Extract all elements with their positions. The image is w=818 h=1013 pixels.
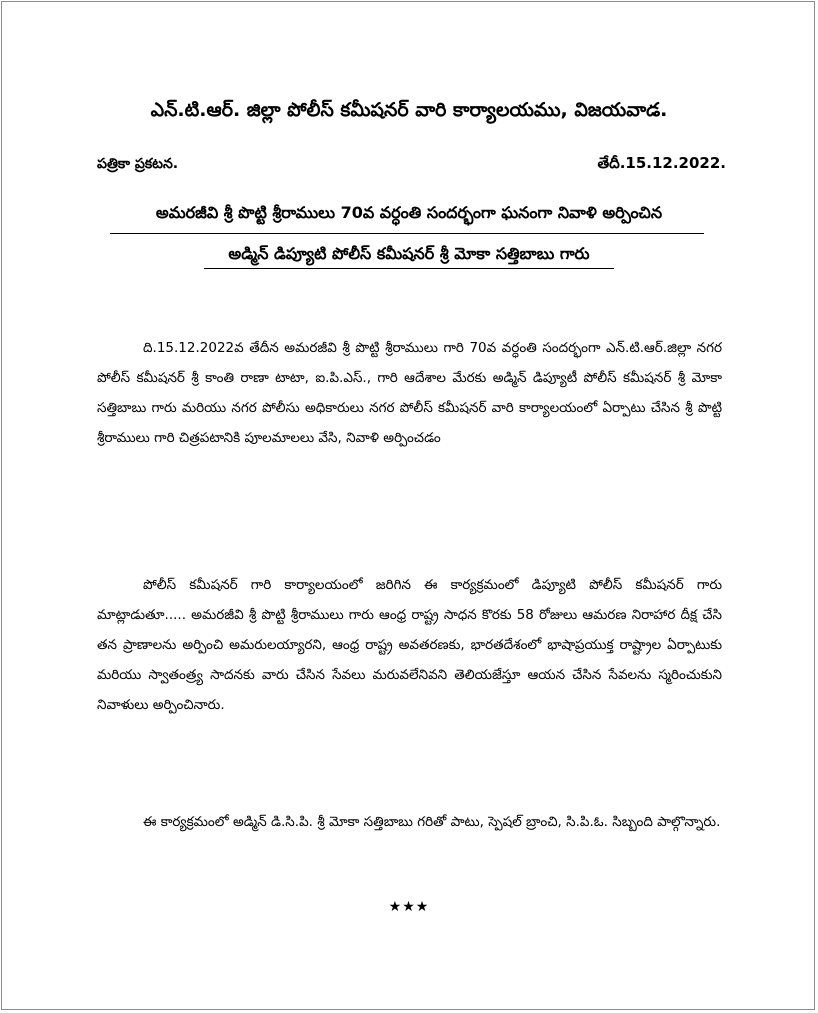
subject-line-1: అమరజీవి శ్రీ పొట్టి శ్రీరాములు 70వ వర్ధంతి సందర్భంగా ఘనంగా నివాళి అర్పించిన	[155, 203, 663, 222]
body-paragraph-2: పోలీస్ కమీషనర్ గారి కార్యాలయంలో జరిగిన ఈ కార్యక్రమంలో డిప్యూటి పోలీస్ కమీషనర్ గారు మాట్లాడుతూ..... అమరజీవి శ్రీ పొట్టి శ్రీరాములు గారు ఆంధ్ర రాష్ట్ర సాధన కొరకు 58 రోజులు ఆమరణ నిరాహార దీక్ష చేసి తన ప్రాణాలను అర్పించి అమరులయ్యారని, ఆంధ్ర రాష్ట్ర అవతరణకు, భారతదేశంలో భాషాప్రయుక్త రాష్ట్రాల ఏర్పాటుకు మరియు స్వాతంత్ర్య సాదనకు వారు చేసిన సేవలు మరువలేనివని తెలియజేస్తూ ఆయన చేసిన సేవలను స్మరించుకుని నివాళులు అర్పించినారు.	[97, 577, 722, 713]
body-paragraph-1: ది.15.12.2022వ తేదీన అమరజీవి శ్రీ పొట్టి శ్రీరాములు గారి 70వ వర్ధంతి సందర్భంగా ఎన్.టి.ఆర్.జిల్లా నగర పోలీస్ కమీషనర్ శ్రీ కాంతి రాణా టాటా, ఐ.పి.ఎస్., గారి ఆదేశాల మేరకు అడ్మిన్ డిప్యూటీ పోలీస్ కమీషనర్ శ్రీ మోకా సత్తిబాబు గారు మరియు నగర పోలీసు అధికారులు నగర పోలీస్ కమీషనర్ వారి కార్యాలయంలో ఏర్పాటు చేసిన శ్రీ పొట్టి శ్రీరాములు గారి చిత్రపటానికి పూలమాలలు వేసి, నివాళి అర్పించడం	[97, 340, 722, 446]
press-release-label: పత్రికా ప్రకటన.	[97, 156, 179, 172]
subject-underline-1	[110, 233, 704, 234]
subject-underline-2	[204, 268, 614, 269]
document-date: తేదీ.15.12.2022.	[597, 154, 726, 172]
closing-stars: ★★★	[388, 899, 430, 915]
document-heading: ఎన్.టి.ఆర్. జిల్లా పోలీస్ కమీషనర్ వారి కార్యాలయము, విజయవాడ.	[150, 99, 668, 121]
subject-line-2: అడ్మిన్ డిప్యూటి పోలీస్ కమీషనర్ శ్రీ మోకా సత్తిబాబు గారు	[228, 244, 590, 263]
body-paragraph-3: ఈ కార్యక్రమంలో అడ్మిన్ డి.సి.పి. శ్రీ మోకా సత్తిబాబు గరితో పాటు, స్పెషల్ బ్రాంచి, సి.పి.ఓ. సిబ్బంది పాల్గొన్నారు.	[143, 814, 721, 830]
